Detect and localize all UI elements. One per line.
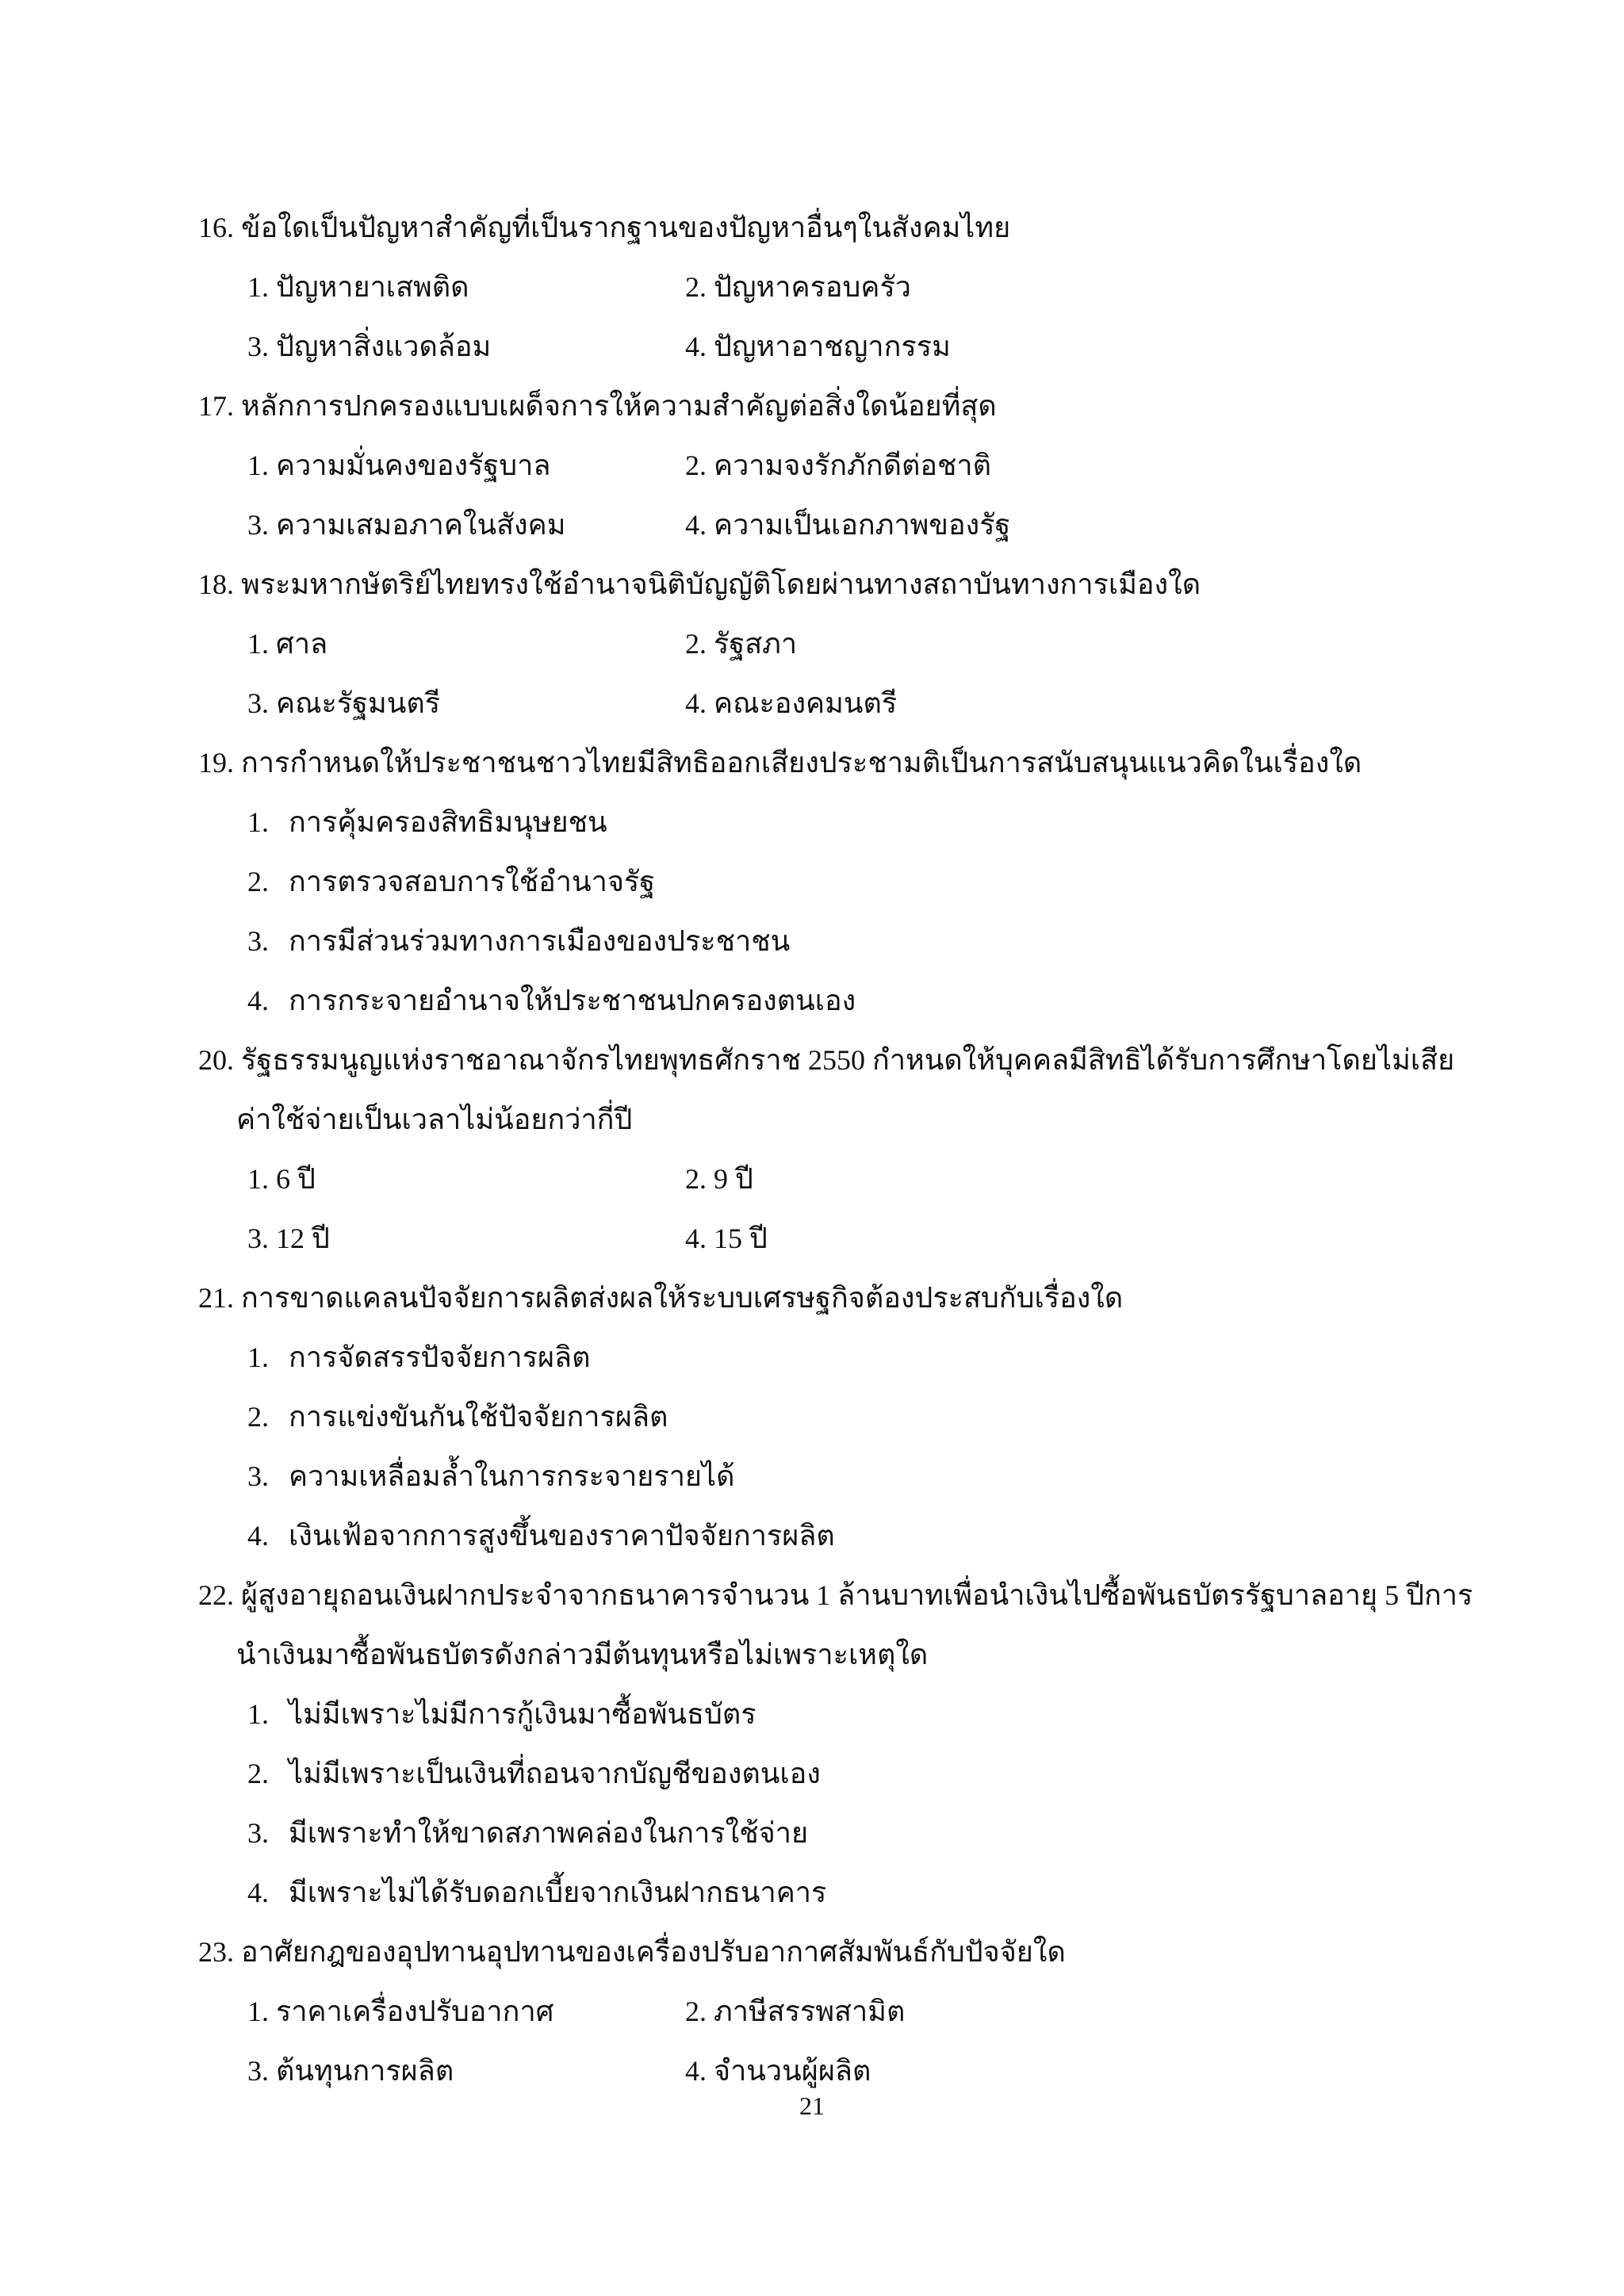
choice-item bbox=[198, 1863, 1467, 1923]
choice-4: 4. ปัญหาอาชญากรรม bbox=[685, 331, 951, 362]
choice-row bbox=[198, 317, 1467, 377]
choice-row bbox=[198, 258, 1467, 317]
question-number: 16. bbox=[198, 212, 234, 243]
choice-number: 3. bbox=[247, 1817, 269, 1849]
choice-item bbox=[198, 1387, 1467, 1447]
choice-item bbox=[198, 852, 1467, 912]
choice-2: 2. ความจงรักภักดีต่อชาติ bbox=[685, 450, 991, 481]
choice-1: 1. ราคาเครื่องปรับอากาศ bbox=[247, 1996, 554, 2027]
question-21 bbox=[198, 1269, 1467, 1328]
choice-text: การตรวจสอบการใช้อำนาจรัฐ bbox=[289, 866, 656, 897]
question-text: พระมหากษัตริย์ไทยทรงใช้อำนาจนิติบัญญัติโดยผ่านทางสถาบันทางการเมืองใด bbox=[241, 568, 1201, 600]
choice-row bbox=[198, 674, 1467, 733]
question-16 bbox=[198, 198, 1467, 258]
choice-2: 2. ปัญหาครอบครัว bbox=[685, 271, 911, 303]
question-text: การขาดแคลนปัจจัยการผลิตส่งผลให้ระบบเศรษฐกิจต้องประสบกับเรื่องใด bbox=[241, 1282, 1124, 1314]
choice-text: ไม่มีเพราะไม่มีการกู้เงินมาซื้อพันธบัตร bbox=[289, 1698, 756, 1730]
choice-item bbox=[198, 1447, 1467, 1506]
choice-row bbox=[198, 1982, 1467, 2042]
question-20 bbox=[198, 1031, 1467, 1090]
choice-3: 3. ต้นทุนการผลิต bbox=[247, 2055, 454, 2087]
choice-row bbox=[198, 1209, 1467, 1269]
question-18 bbox=[198, 555, 1467, 614]
choice-row bbox=[198, 1150, 1467, 1209]
question-17 bbox=[198, 377, 1467, 436]
choice-item bbox=[198, 1804, 1467, 1863]
question-text: รัฐธรรมนูญแห่งราชอาณาจักรไทยพุทธศักราช 2550 กำหนดให้บุคคลมีสิทธิได้รับการศึกษาโดยไม่เสีย bbox=[241, 1044, 1455, 1076]
choice-number: 3. bbox=[247, 925, 269, 957]
choice-1: 1. 6 ปี bbox=[247, 1163, 316, 1195]
question-text-continued: ค่าใช้จ่ายเป็นเวลาไม่น้อยกว่ากี่ปี bbox=[236, 1104, 633, 1135]
page-number: 21 bbox=[799, 2091, 825, 2120]
choice-4: 4. คณะองคมนตรี bbox=[685, 687, 898, 719]
choice-number: 4. bbox=[247, 1877, 269, 1908]
choice-row bbox=[198, 496, 1467, 555]
choice-number: 1. bbox=[247, 1698, 269, 1730]
choice-item bbox=[198, 1744, 1467, 1804]
question-list bbox=[198, 198, 1473, 2101]
question-text-continued: นำเงินมาซื้อพันธบัตรดังกล่าวมีต้นทุนหรือไม่เพราะเหตุใด bbox=[236, 1639, 929, 1670]
choice-item bbox=[198, 793, 1467, 852]
choice-text: เงินเฟ้อจากการสูงขึ้นของราคาปัจจัยการผลิต bbox=[289, 1520, 835, 1552]
choice-number: 3. bbox=[247, 1460, 269, 1492]
choice-number: 4. bbox=[247, 1520, 269, 1552]
choice-2: 2. 9 ปี bbox=[685, 1163, 753, 1195]
choice-2: 2. รัฐสภา bbox=[685, 628, 798, 660]
question-number: 19. bbox=[198, 747, 234, 779]
choice-item bbox=[198, 1685, 1467, 1744]
choice-4: 4. จำนวนผู้ผลิต bbox=[685, 2055, 871, 2087]
question-text: ผู้สูงอายุถอนเงินฝากประจำจากธนาคารจำนวน 1 ล้านบาทเพื่อนำเงินไปซื้อพันธบัตรรัฐบาลอายุ 5 ปีการ bbox=[241, 1579, 1473, 1611]
choice-item bbox=[198, 971, 1467, 1031]
choice-number: 2. bbox=[247, 1401, 269, 1433]
choice-3: 3. คณะรัฐมนตรี bbox=[247, 687, 441, 719]
choice-3: 3. ปัญหาสิ่งแวดล้อม bbox=[247, 331, 492, 362]
choice-text: ไม่มีเพราะเป็นเงินที่ถอนจากบัญชีของตนเอง bbox=[289, 1758, 821, 1789]
choice-number: 1. bbox=[247, 806, 269, 838]
choice-number: 2. bbox=[247, 1758, 269, 1789]
question-22 bbox=[198, 1566, 1473, 1625]
choice-text: การจัดสรรปัจจัยการผลิต bbox=[289, 1341, 591, 1373]
question-text: การกำหนดให้ประชาชนชาวไทยมีสิทธิออกเสียงประชามติเป็นการสนับสนุนแนวคิดในเรื่องใด bbox=[241, 747, 1362, 779]
question-number: 17. bbox=[198, 390, 234, 422]
question-23 bbox=[198, 1923, 1467, 1982]
choice-text: ความเหลื่อมล้ำในการกระจายรายได้ bbox=[289, 1460, 735, 1492]
choice-row bbox=[198, 436, 1467, 496]
question-text: อาศัยกฎของอุปทานอุปทานของเครื่องปรับอากาศสัมพันธ์กับปัจจัยใด bbox=[241, 1936, 1066, 1968]
question-number: 18. bbox=[198, 568, 234, 600]
choice-item bbox=[198, 912, 1467, 971]
choice-text: การแข่งขันกันใช้ปัจจัยการผลิต bbox=[289, 1401, 668, 1433]
question-number: 21. bbox=[198, 1282, 234, 1314]
choice-2: 2. ภาษีสรรพสามิต bbox=[685, 1996, 906, 2027]
question-number: 22. bbox=[198, 1579, 234, 1611]
choice-1: 1. ศาล bbox=[247, 628, 328, 660]
question-number: 20. bbox=[198, 1044, 234, 1076]
choice-3: 3. ความเสมอภาคในสังคม bbox=[247, 509, 566, 541]
question-text: ข้อใดเป็นปัญหาสำคัญที่เป็นรากฐานของปัญหาอื่นๆในสังคมไทย bbox=[241, 212, 1011, 243]
choice-item bbox=[198, 1506, 1467, 1566]
choice-text: มีเพราะไม่ได้รับดอกเบี้ยจากเงินฝากธนาคาร bbox=[289, 1877, 827, 1908]
choice-number: 4. bbox=[247, 985, 269, 1016]
choice-text: มีเพราะทำให้ขาดสภาพคล่องในการใช้จ่าย bbox=[289, 1817, 809, 1849]
choice-3: 3. 12 ปี bbox=[247, 1223, 330, 1254]
choice-1: 1. ความมั่นคงของรัฐบาล bbox=[247, 450, 551, 481]
choice-row bbox=[198, 614, 1467, 674]
question-number: 23. bbox=[198, 1936, 234, 1968]
choice-text: การกระจายอำนาจให้ประชาชนปกครองตนเอง bbox=[289, 985, 856, 1016]
choice-1: 1. ปัญหายาเสพติด bbox=[247, 271, 469, 303]
choice-4: 4. ความเป็นเอกภาพของรัฐ bbox=[685, 509, 1011, 541]
choice-number: 2. bbox=[247, 866, 269, 897]
question-19 bbox=[198, 733, 1467, 793]
choice-text: การมีส่วนร่วมทางการเมืองของประชาชน bbox=[289, 925, 791, 957]
choice-item bbox=[198, 1328, 1467, 1387]
choice-4: 4. 15 ปี bbox=[685, 1223, 768, 1254]
question-text: หลักการปกครองแบบเผด็จการให้ความสำคัญต่อสิ่งใดน้อยที่สุด bbox=[241, 390, 997, 422]
choice-text: การคุ้มครองสิทธิมนุษยชน bbox=[289, 806, 607, 838]
choice-number: 1. bbox=[247, 1341, 269, 1373]
